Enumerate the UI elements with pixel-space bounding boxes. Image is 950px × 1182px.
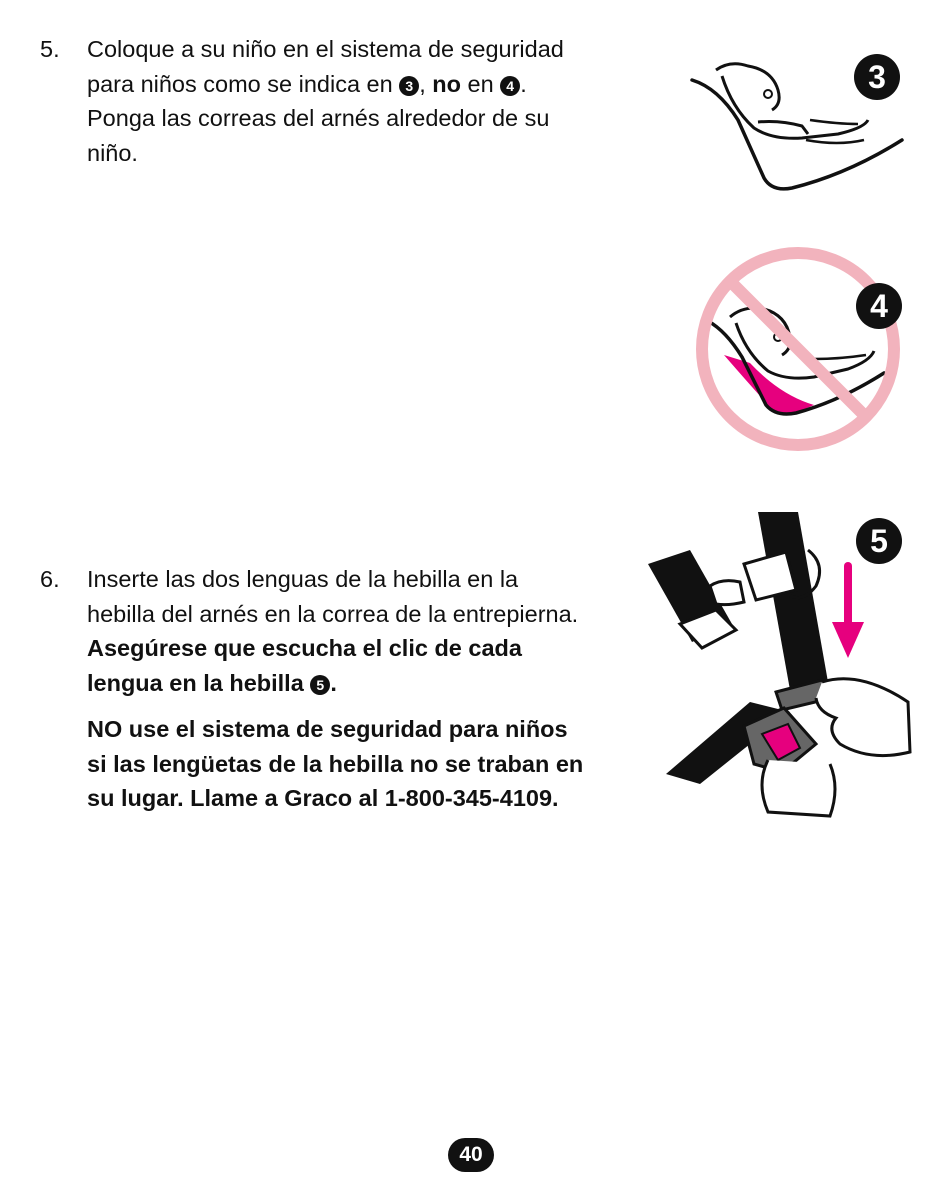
step-6-bold-2b: .: [330, 669, 337, 696]
step-5-line-2a: para niños como se indica en: [87, 70, 400, 97]
figure-3-badge: 3: [854, 54, 900, 100]
figure-5-badge: 5: [856, 518, 902, 564]
step-5-body: [87, 32, 610, 170]
prohibited-position-illustration: [690, 245, 920, 455]
step-5-line-3: Ponga las correas del arnés alrededor de su: [87, 105, 550, 131]
step-6-bold-1: Asegúrese que escucha el clic de cada: [87, 635, 522, 661]
figure-ref-3: 3: [399, 76, 419, 96]
figure-4-incorrect-position: [690, 245, 920, 455]
warning-line-1: NO use el sistema de seguridad para niños: [87, 716, 568, 742]
warning-line-2: si las lengüetas de la hebilla no se traban en: [87, 750, 584, 777]
step-6-bold-2a: lengua en la hebilla: [87, 669, 311, 696]
step-6: [40, 562, 610, 816]
step-6-line-1: Inserte las dos lenguas de la hebilla en la: [87, 566, 519, 592]
step-6-warning: [87, 712, 610, 816]
step-5-line-2c: en: [461, 70, 501, 97]
figure-5-buckle-insertion: [640, 512, 920, 822]
step-5-line-2b: ,: [419, 70, 433, 97]
figure-4-badge: 4: [856, 283, 902, 329]
page-number: 40: [448, 1138, 494, 1172]
step-5-no-emphasis: no: [432, 70, 461, 97]
step-6-body: [87, 562, 610, 816]
figure-3-correct-position: [688, 48, 918, 198]
warning-line-3: su lugar. Llame a Graco al 1-800-345-4109.: [87, 785, 559, 811]
step-5-line-1: Coloque a su niño en el sistema de seguridad: [87, 36, 564, 62]
figure-ref-5: 5: [310, 675, 330, 695]
step-6-number: 6.: [40, 566, 60, 592]
step-5: [40, 32, 610, 170]
step-6-line-2: hebilla del arnés en la correa de la entrepierna.: [87, 600, 579, 627]
step-5-number: 5.: [40, 36, 60, 62]
step-5-line-2d: .: [520, 70, 527, 97]
step-5-line-4: niño.: [87, 139, 138, 166]
figure-ref-4: 4: [500, 76, 520, 96]
